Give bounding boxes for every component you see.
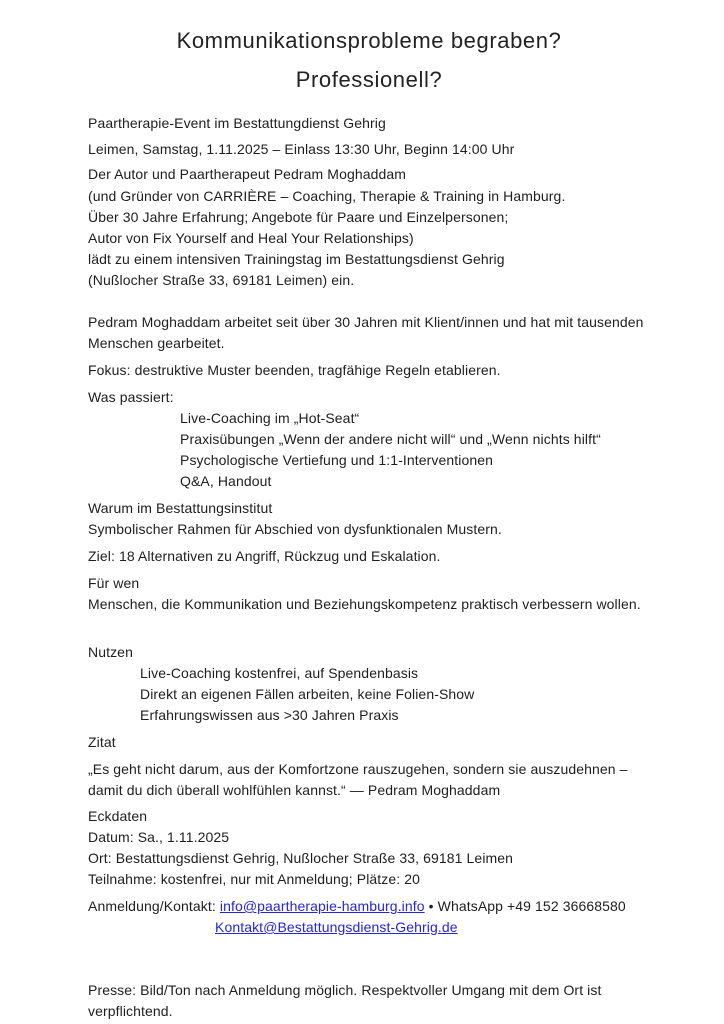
- experience-paragraph: [88, 312, 650, 354]
- author-detail-line: (Nußlocher Straße 33, 69181 Leimen) ein.: [88, 272, 355, 288]
- fact-line: Datum: Sa., 1.11.2025: [88, 829, 230, 845]
- author-detail-line: lädt zu einem intensiven Trainingstag im Bestattungsdienst Gehrig: [88, 251, 505, 267]
- focus-line: Fokus: destruktive Muster beenden, tragfähige Regeln etablieren.: [88, 362, 501, 378]
- contact-line: [88, 896, 650, 917]
- section-heading-warum: Warum im Bestattungsinstitut: [88, 500, 273, 516]
- experience-line: Pedram Moghaddam arbeitet seit über 30 Jahren mit Klient/innen und hat mit tausenden: [88, 314, 644, 330]
- list-item: Psychologische Vertiefung und 1:1-Interventionen: [180, 452, 494, 468]
- author-line: Der Autor und Paartherapeut Pedram Moghaddam: [88, 166, 407, 182]
- author-detail-line: Autor von Fix Yourself and Heal Your Relationships): [88, 230, 414, 246]
- page-subtitle: Professionell?: [295, 67, 443, 92]
- benefit-item: Live-Coaching kostenfrei, auf Spendenbasis: [140, 665, 419, 681]
- section-heading-nutzen: Nutzen: [88, 644, 133, 660]
- experience-line: Menschen gearbeitet.: [88, 335, 225, 351]
- page-title: Kommunikationsprobleme begraben?: [176, 28, 562, 53]
- quote-line: „Es geht nicht darum, aus der Komfortzone rauszugehen, sondern sie auszudehnen –: [88, 761, 628, 777]
- section-heading-was-passiert: Was passiert:: [88, 389, 174, 405]
- why-block: [88, 498, 650, 540]
- section-heading-zitat: Zitat: [88, 734, 116, 750]
- goal-line: Ziel: 18 Alternativen zu Angriff, Rückzug und Eskalation.: [88, 548, 441, 564]
- author-detail-line: (und Gründer von CARRIÈRE – Coaching, Therapie & Training in Hamburg.: [88, 188, 566, 204]
- email-link-primary[interactable]: info@paartherapie-hamburg.info: [219, 898, 425, 914]
- list-item: Live-Coaching im „Hot-Seat“: [180, 410, 360, 426]
- section-heading-eckdaten: Eckdaten: [88, 808, 148, 824]
- press-line: verpflichtend.: [88, 1003, 173, 1019]
- author-detail-line: Über 30 Jahre Erfahrung; Angebote für Paare und Einzelpersonen;: [88, 209, 509, 225]
- list-item: Praxisübungen „Wenn der andere nicht will“ und „Wenn nichts hilft“: [180, 431, 601, 447]
- section-heading-fuer-wen: Für wen: [88, 575, 140, 591]
- quote-line: damit du dich überall wohlfühlen kannst.“ — Pedram Moghaddam: [88, 782, 501, 798]
- press-line: Presse: Bild/Ton nach Anmeldung möglich. Respektvoller Umgang mit dem Ort ist: [88, 982, 602, 998]
- benefit-item: Erfahrungswissen aus >30 Jahren Praxis: [140, 707, 399, 723]
- author-details-block: [88, 186, 650, 291]
- press-paragraph: [88, 980, 650, 1022]
- audience-text: Menschen, die Kommunikation und Beziehungskompetenz praktisch verbessern wollen.: [88, 596, 641, 612]
- fact-line: Ort: Bestattungsdienst Gehrig, Nußlocher Straße 33, 69181 Leimen: [88, 850, 514, 866]
- quote-block: [88, 759, 650, 801]
- why-text: Symbolischer Rahmen für Abschied von dysfunktionalen Mustern.: [88, 521, 502, 537]
- date-line: Leimen, Samstag, 1.11.2025 – Einlass 13:30 Uhr, Beginn 14:00 Uhr: [88, 141, 515, 157]
- facts-block: [88, 806, 650, 890]
- audience-block: [88, 573, 650, 615]
- contact-suffix: • WhatsApp +49 152 36668580: [424, 898, 626, 914]
- fact-line: Teilnahme: kostenfrei, nur mit Anmeldung; Plätze: 20: [88, 871, 421, 887]
- event-line: Paartherapie-Event im Bestattungdienst Gehrig: [88, 115, 386, 131]
- contact-label: Anmeldung/Kontakt:: [88, 898, 220, 914]
- benefit-item: Direkt an eigenen Fällen arbeiten, keine Folien-Show: [140, 686, 475, 702]
- email-link-secondary[interactable]: Kontakt@Bestattungsdienst-Gehrig.de: [215, 919, 458, 935]
- was-passiert-list: [180, 408, 650, 492]
- list-item: Q&A, Handout: [180, 473, 272, 489]
- contact-line-2: [215, 917, 650, 938]
- nutzen-list: [140, 663, 650, 726]
